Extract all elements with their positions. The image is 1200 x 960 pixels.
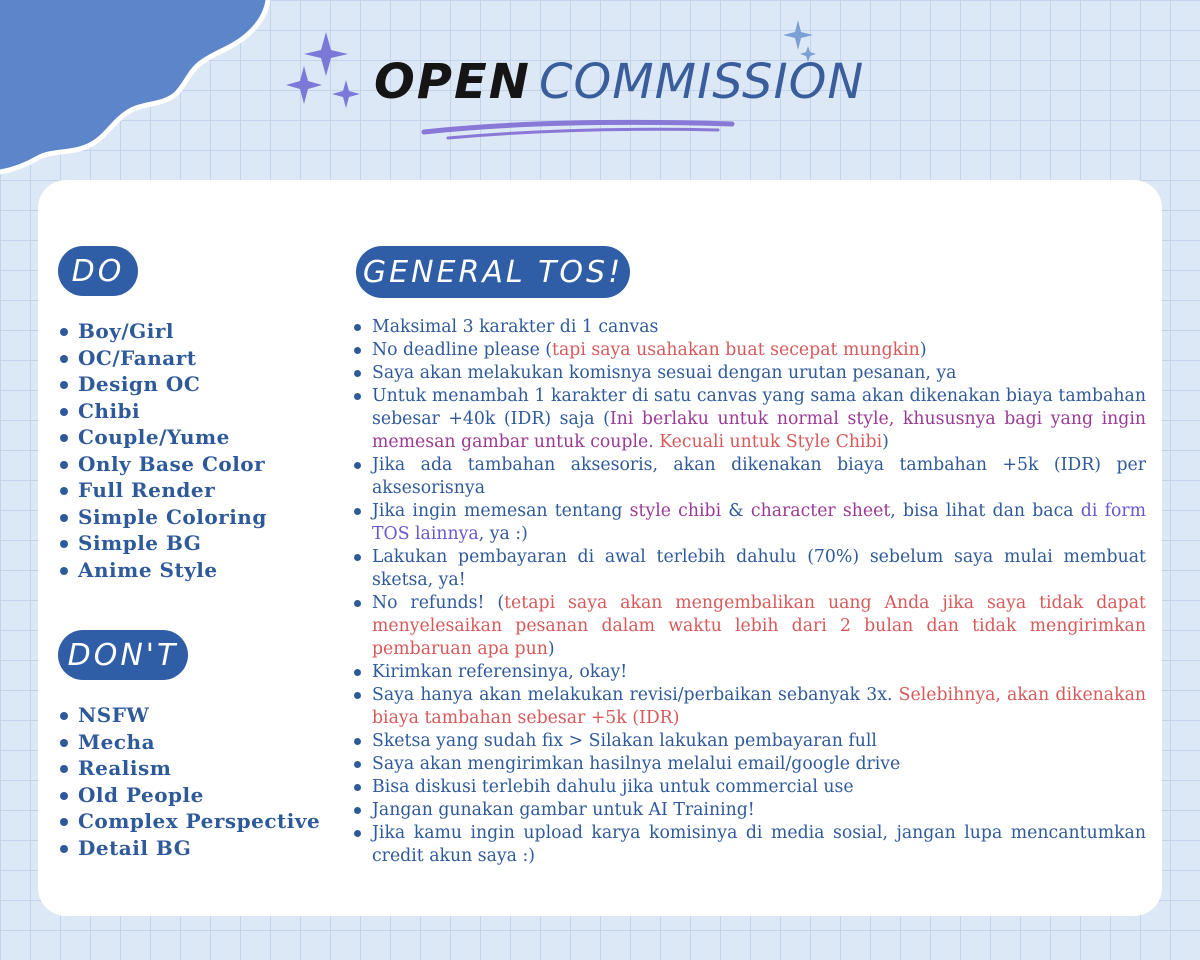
tos-text: Sketsa yang sudah fix > Silakan lakukan pembayaran full: [372, 731, 877, 751]
corner-blob: [0, 0, 280, 180]
list-item: Full Render: [78, 477, 267, 504]
list-item: Only Base Color: [78, 451, 266, 476]
tos-text: Untuk menambah 1 karakter di satu canvas yang sama akan dikenakan biaya tambahan sebesar +40k (IDR) saja (: [372, 386, 1146, 429]
title-open: OPEN: [374, 54, 531, 110]
list-item: Realism: [78, 755, 320, 782]
tos-text: Jika ingin memesan tentang: [372, 501, 630, 521]
tos-text: tapi saya usahakan buat secepat mungkin: [552, 340, 920, 360]
tos-text: ): [547, 639, 555, 659]
header: [270, 20, 910, 140]
tos-text: style chibi: [629, 501, 722, 521]
tos-text: Saya akan melakukan komisnya sesuai dengan urutan pesanan, ya: [372, 363, 957, 383]
tos-text: tetapi saya akan mengembalikan uang Anda jika saya tidak dapat menyelesaikan pesanan dalam waktu lebih dari 2 bulan dan tidak mengirimkan pembaruan apa pun: [372, 593, 1146, 659]
tos-item: [372, 362, 1146, 385]
tos-item: [372, 385, 1146, 454]
page-title: [374, 54, 865, 110]
sparkle-icon: [332, 80, 360, 108]
tos-text: Jika ada tambahan aksesoris, akan dikenakan biaya tambahan +5k (IDR) per aksesorisnya: [372, 455, 1146, 498]
tos-text: Jangan gunakan gambar untuk AI Training!: [372, 800, 755, 820]
tos-item: [372, 661, 1146, 684]
tos-item: [372, 822, 1146, 868]
tos-item: [372, 316, 1146, 339]
title-commission: COMMISSION: [538, 54, 865, 110]
tos-text: ): [919, 340, 927, 360]
tos-text: , ya :): [478, 524, 528, 544]
tos-item: [372, 500, 1146, 546]
tos-text: Saya hanya akan melakukan revisi/perbaikan sebanyak 3x.: [372, 685, 899, 705]
list-item: Anime Style: [78, 557, 267, 584]
tos-text: No deadline please (: [372, 340, 553, 360]
tos-text: character sheet: [750, 501, 891, 521]
sparkle-icon: [783, 20, 813, 50]
tos-text: , bisa lihat dan baca: [890, 501, 1081, 521]
list-item: Boy/Girl: [78, 318, 267, 345]
tos-item: [372, 684, 1146, 730]
tos-text: Jika kamu ingin upload karya komisinya di media sosial, jangan lupa mencantumkan credit akun saya :): [372, 823, 1146, 866]
tos-text: Kecuali untuk Style Chibi: [653, 432, 883, 452]
tos-heading: GENERAL TOS!: [356, 246, 630, 298]
tos-text: Ini berlaku untuk normal style, khususnya bagi yang ingin memesan gambar untuk couple.: [372, 409, 1146, 452]
content-card: [38, 180, 1162, 916]
list-item: Old People: [78, 782, 320, 809]
title-underline: [418, 116, 738, 140]
tos-text: Bisa diskusi terlebih dahulu jika untuk commercial use: [372, 777, 854, 797]
sparkle-icon: [286, 66, 322, 104]
list-item: Couple/Yume: [78, 424, 267, 451]
dont-heading: DON'T: [58, 630, 188, 680]
list-item: Chibi: [78, 398, 267, 425]
tos-text: Kirimkan referensinya, okay!: [372, 662, 628, 682]
list-item: Simple BG: [78, 530, 267, 557]
sparkle-icon: [304, 32, 348, 76]
list-item: Design OC: [78, 371, 267, 398]
tos-item: [372, 753, 1146, 776]
tos-text: No refunds! (: [372, 593, 505, 613]
tos-text: Maksimal 3 karakter di 1 canvas: [372, 317, 659, 337]
tos-text: di form TOS lainnya: [372, 501, 1147, 544]
list-item: Detail BG: [78, 835, 320, 862]
do-list: [78, 318, 267, 583]
tos-text: Lakukan pembayaran di awal terlebih dahulu (70%) sebelum saya mulai membuat sketsa, ya!: [372, 547, 1146, 590]
tos-item: [372, 776, 1146, 799]
do-heading: DO: [58, 246, 138, 296]
list-item: Complex Perspective: [78, 809, 321, 833]
tos-item: [372, 454, 1146, 500]
tos-item: [372, 730, 1146, 753]
list-item: Mecha: [78, 729, 320, 756]
tos-text: Saya akan mengirimkan hasilnya melalui email/google drive: [372, 754, 901, 774]
tos-text: &: [721, 501, 751, 521]
tos-item: [372, 339, 1146, 362]
tos-text: ): [882, 432, 889, 452]
list-item: Simple Coloring: [78, 504, 267, 529]
list-item: OC/Fanart: [78, 345, 267, 372]
tos-item: [372, 546, 1146, 592]
tos-item: [372, 799, 1146, 822]
tos-item: [372, 592, 1146, 661]
tos-list: [372, 316, 1146, 868]
dont-list: [78, 702, 320, 861]
list-item: NSFW: [78, 702, 320, 729]
tos-text: Selebihnya, akan dikenakan biaya tambahan sebesar +5k (IDR): [372, 685, 1147, 728]
